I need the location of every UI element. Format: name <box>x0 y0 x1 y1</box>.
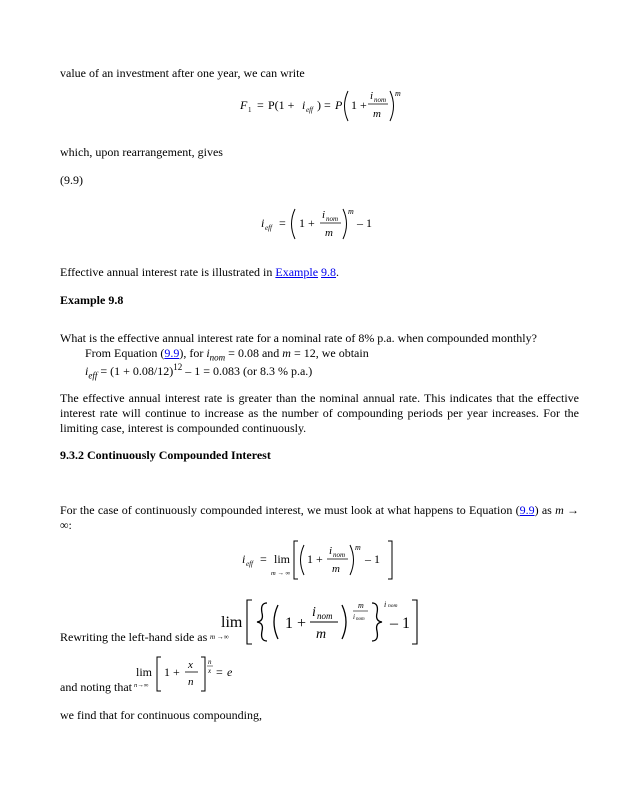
eq-f1-p2: P <box>335 98 343 112</box>
eq-rw-right-brace <box>372 603 382 641</box>
eq-rw-one: 1 + <box>285 615 307 632</box>
result-lhs: = (1 + 0.08/12) <box>97 364 174 378</box>
eq-ieff-minus-one: – 1 <box>357 216 372 230</box>
from-eq-mid2: = 0.08 and <box>225 346 283 360</box>
equation-limit <box>238 538 403 582</box>
eq-ieff-i: i <box>261 216 265 230</box>
eq-e-x: x <box>188 659 193 671</box>
result-rhs: – 1 = 0.083 (or 8.3 % p.a.) <box>182 364 313 378</box>
eq-rw-left-bracket <box>247 600 252 644</box>
example-link[interactable]: Example <box>275 265 319 279</box>
eq-rw-right-paren <box>342 605 346 639</box>
eq-rw-lim-sub: m →∞ <box>210 633 229 641</box>
eq-rw-exp-i: i <box>353 613 355 621</box>
eq-f1-left-paren <box>345 91 349 121</box>
eq-e-equals: = <box>216 665 223 679</box>
rearrange-text: which, upon rearrangement, gives <box>60 145 223 159</box>
eq-lim-right-bracket <box>388 541 392 579</box>
from-eq-nom: nom <box>209 352 226 363</box>
section-heading: 9.3.2 Continuously Compounded Interest <box>60 448 271 462</box>
eq-lim-left-paren <box>301 545 305 575</box>
illustrated-text <box>60 265 339 280</box>
eq-ieff-m-den: m <box>325 227 333 239</box>
noting-text: and noting that <box>60 680 132 694</box>
eq-rw-left-brace <box>257 603 267 641</box>
eq-e-left-bracket <box>157 657 161 691</box>
intro-text: value of an investment after one year, we can write <box>60 66 305 80</box>
eq-e-right-bracket <box>201 657 205 691</box>
continuous-mid: ) as <box>534 503 556 517</box>
from-eq-before: From Equation ( <box>85 346 165 360</box>
eq-rw-left-paren <box>274 605 278 639</box>
eq-lim-eff: eff <box>246 560 253 568</box>
eq-rw-minus-one: – 1 <box>390 615 410 632</box>
eq-rw-nom: nom <box>317 611 333 621</box>
eq-rw-lim: lim <box>221 614 243 631</box>
equation-effective-rate <box>255 203 385 243</box>
eq-e-exp-n: n <box>208 658 212 666</box>
eq-ieff-nom: nom <box>326 215 339 223</box>
eq-lim-sub: m → ∞ <box>271 570 291 577</box>
eq-f1-lhs: F <box>240 98 248 112</box>
eq-lim-i: i <box>242 552 246 566</box>
eq-e-exp-x: x <box>208 667 212 675</box>
eq-lim-equals: = <box>260 552 267 566</box>
eq-f1-nom: nom <box>374 96 387 104</box>
eq-f1-one: 1 + <box>351 98 367 112</box>
eq-lim-m-den: m <box>332 563 340 575</box>
eq-rw-outer-i: i <box>384 600 387 609</box>
continuous-after: → ∞: <box>60 503 579 532</box>
eq-ieff-inom-i: i <box>322 209 326 221</box>
eq-lim-one: 1 + <box>307 552 323 566</box>
eq-f1-p1: P(1 + <box>268 98 295 112</box>
eq-f1-equals-2: = <box>324 98 331 112</box>
result-i: i <box>85 364 89 378</box>
eq-lim-left-bracket <box>294 541 298 579</box>
eq-f1-inom-i: i <box>370 90 374 102</box>
eq-lim-lim: lim <box>274 552 291 566</box>
eq-e-lim-sub: n→∞ <box>134 682 149 689</box>
from-equation-line <box>85 346 369 361</box>
effective-rate-paragraph: The effective annual interest rate is greater than the nominal annual rate. This indicates that the effective interest rate will continue to increase as the number of compounding periods per year increases. For the limiting case, interest is compounded continuously. <box>60 391 579 435</box>
eq-ieff-left-paren <box>292 209 296 239</box>
equation-rewrite <box>208 597 423 647</box>
eq-rw-right-bracket <box>412 600 417 644</box>
result-line <box>85 364 312 379</box>
eq-rw-exp-m: m <box>358 601 364 610</box>
eq-e-lim: lim <box>136 665 153 679</box>
eq-f1-lhs-sub: 1 <box>248 106 252 114</box>
eq-f1-i: i <box>302 98 306 112</box>
continuous-paragraph <box>60 503 579 533</box>
eq-ieff-one: 1 + <box>299 216 315 230</box>
result-exp: 12 <box>173 362 183 372</box>
equation-future-value <box>232 86 402 126</box>
equation-e-limit <box>130 654 240 694</box>
eq-ieff-right-paren <box>343 209 347 239</box>
eq-lim-right-paren <box>350 545 354 575</box>
eq-e-one: 1 + <box>164 665 180 679</box>
find-text: we find that for continuous compounding, <box>60 708 262 722</box>
eq-lim-minus-one: – 1 <box>365 552 380 566</box>
example-heading: Example 9.8 <box>60 293 124 307</box>
eq-ieff-m-exp: m <box>348 207 354 216</box>
eq-f1-right-paren <box>390 91 394 121</box>
continuous-m: m <box>555 503 564 517</box>
eq-lim-nom: nom <box>333 551 346 559</box>
equation-9-9-link[interactable]: 9.9 <box>164 346 180 360</box>
eq-e-n: n <box>188 676 194 688</box>
eq-rw-outer-nom: nom <box>388 603 398 609</box>
eq-rw-m-den: m <box>316 627 327 642</box>
eq-ieff-eff: eff <box>265 224 272 232</box>
from-eq-m: m <box>282 346 291 360</box>
eq-e-e: e <box>227 665 233 679</box>
eq-lim-inom-i: i <box>329 545 333 557</box>
eq-f1-close: ) <box>317 98 321 112</box>
illustrated-before: Effective annual interest rate is illustrated in <box>60 265 276 279</box>
eq-rw-inom-i: i <box>312 605 316 620</box>
eq-ieff-equals: = <box>279 216 286 230</box>
eq-f1-m-den: m <box>373 108 381 120</box>
result-eff: eff <box>88 370 98 381</box>
continuous-before: For the case of continuously compounded interest, we must look at what happens to Equation ( <box>60 503 520 517</box>
example-number-link[interactable]: 9.8 <box>321 265 337 279</box>
eq-f1-m-exp: m <box>395 89 401 98</box>
from-eq-after: = 12, we obtain <box>290 346 369 360</box>
eq-lim-m-exp: m <box>355 543 361 552</box>
from-eq-i: i <box>206 346 210 360</box>
from-eq-mid1: ), for <box>179 346 207 360</box>
illustrated-after: . <box>336 265 340 279</box>
rewriting-text: Rewriting the left-hand side as <box>60 630 208 644</box>
equation-label: (9.9) <box>60 173 83 187</box>
eq-f1-eff: eff <box>306 106 313 114</box>
continuous-equation-link[interactable]: 9.9 <box>519 503 535 517</box>
example-question: What is the effective annual interest rate for a nominal rate of 8% p.a. when compounded monthly? <box>60 331 537 345</box>
eq-f1-equals: = <box>257 98 264 112</box>
eq-rw-exp-nom: nom <box>356 617 365 622</box>
